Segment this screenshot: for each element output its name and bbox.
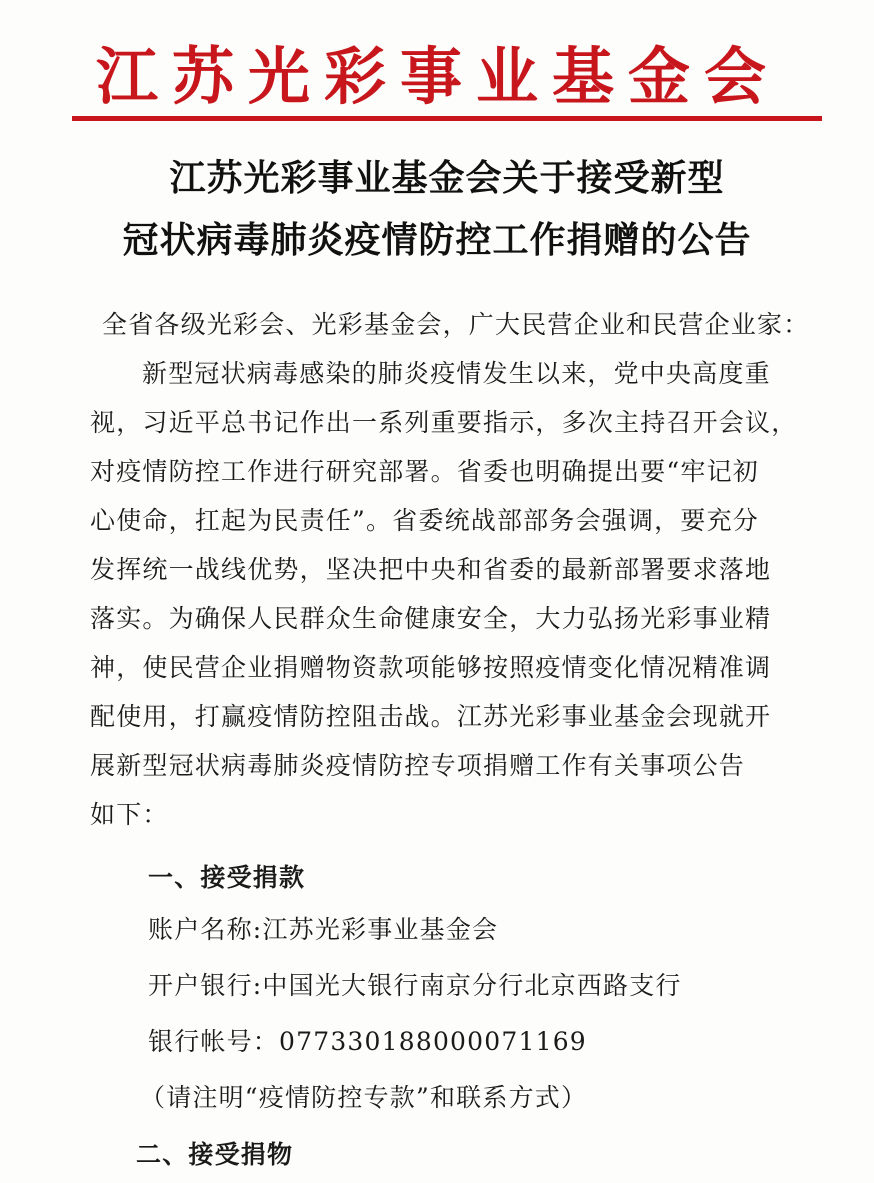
letterhead-red-rule — [72, 116, 822, 121]
paragraph-line: 对疫情防控工作进行研究部署。省委也明确提出要“牢记初 — [90, 457, 759, 486]
bank-name: 开户银行:中国光大银行南京分行北京西路支行 — [148, 971, 682, 1000]
document-body — [90, 300, 810, 1179]
section-1-heading: 一、接受捐款 — [148, 863, 306, 892]
paragraph-line: 视，习近平总书记作出一系列重要指示，多次主持召开会议， — [90, 408, 798, 437]
paragraph-line: 发挥统一战线优势，坚决把中央和省委的最新部署要求落地 — [90, 555, 772, 584]
account-name: 账户名称:江苏光彩事业基金会 — [148, 915, 499, 944]
document-title-line-2: 冠状病毒肺炎疫情防控工作捐赠的公告 — [122, 220, 752, 261]
document-title-line-1: 江苏光彩事业基金会关于接受新型 — [169, 158, 725, 199]
paragraph-line: 配使用，打赢疫情防控阻击战。江苏光彩事业基金会现就开 — [90, 702, 772, 731]
organization-letterhead: 江苏光彩事业基金会 — [96, 40, 781, 113]
paragraph-line: 如下： — [90, 800, 169, 829]
paragraph-line: 心使命，扛起为民责任”。省委统战部部务会强调，要充分 — [90, 506, 759, 535]
salutation: 全省各级光彩会、光彩基金会，广大民营企业和民营企业家： — [102, 310, 810, 339]
donation-note: （请注明“疫情防控专款”和联系方式） — [140, 1083, 588, 1112]
paragraph-line: 新型冠状病毒感染的肺炎疫情发生以来，党中央高度重 — [142, 359, 771, 388]
section-2-heading: 二、接受捐物 — [136, 1140, 294, 1169]
paragraph-line: 展新型冠状病毒肺炎疫情防控专项捐赠工作有关事项公告 — [90, 751, 746, 780]
paragraph-line: 落实。为确保人民群众生命健康安全，大力弘扬光彩事业精 — [90, 604, 772, 633]
paragraph-line: 神，使民营企业捐赠物资款项能够按照疫情变化情况精准调 — [90, 653, 772, 682]
account-number: 银行帐号：07733018800007116​9 — [148, 1027, 587, 1056]
